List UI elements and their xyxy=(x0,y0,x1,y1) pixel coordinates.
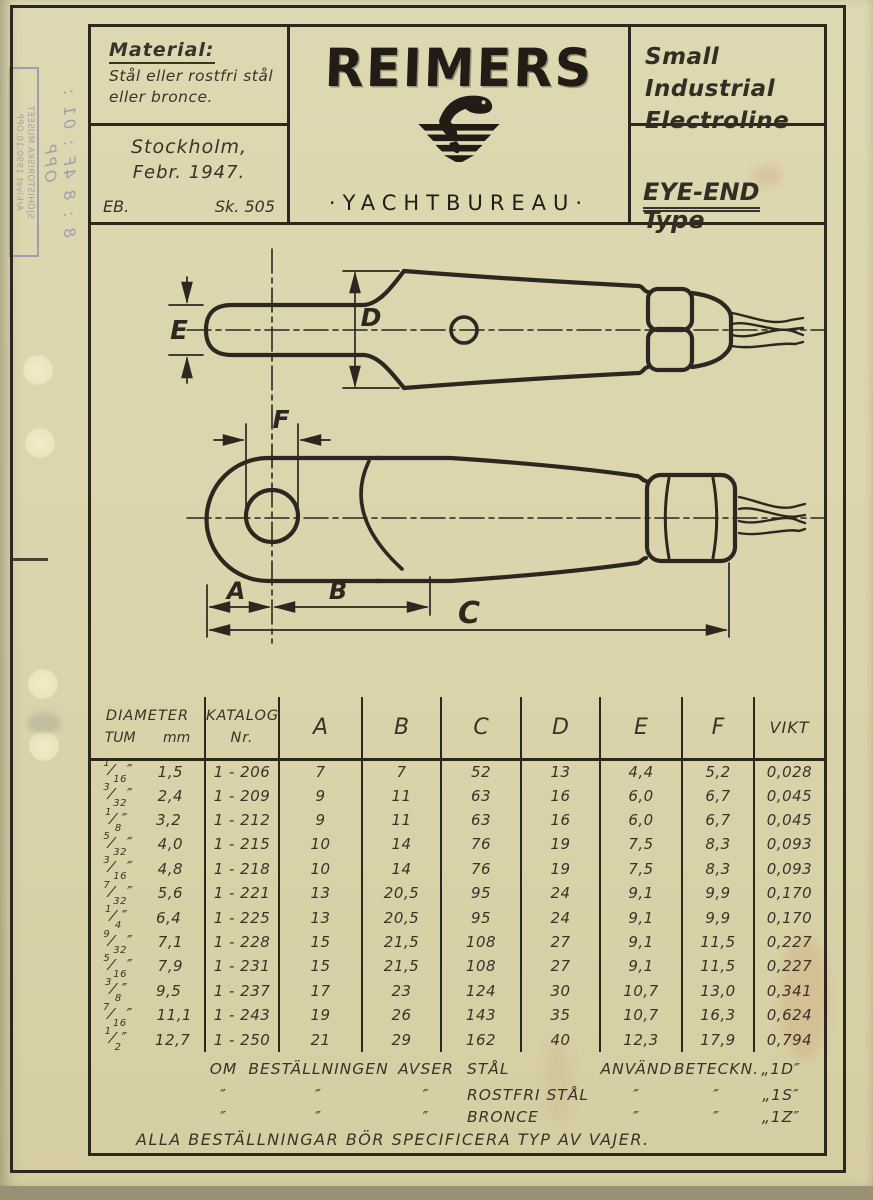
cell-B: 7 xyxy=(362,759,441,783)
cell-D: 30 xyxy=(521,979,600,1003)
cell-vikt: 0,227 xyxy=(754,954,824,978)
table-row xyxy=(91,832,824,856)
scan-edge xyxy=(0,1186,873,1200)
wave-band xyxy=(435,145,482,152)
hex-nut-side xyxy=(648,289,692,330)
cell-C: 143 xyxy=(441,1003,521,1027)
cell-B: 26 xyxy=(362,1003,441,1027)
cell-C: 63 xyxy=(441,808,521,832)
cell-D: 24 xyxy=(521,905,600,929)
cell-D: 35 xyxy=(521,1003,600,1027)
cell-diameter xyxy=(91,930,205,954)
footer-cell: ″ xyxy=(220,1086,227,1104)
fish-eye xyxy=(482,100,486,104)
cell-vikt: 0,170 xyxy=(754,905,824,929)
cell-C: 108 xyxy=(441,954,521,978)
cell-D: 27 xyxy=(521,930,600,954)
dim-label-D: D xyxy=(360,303,382,332)
diameter-tum: $^5⁄_{32}''$ xyxy=(103,830,134,858)
cell-katalog-nr: 1 - 209 xyxy=(205,783,279,807)
footer-order-line xyxy=(91,1060,824,1082)
cell-vikt: 0,624 xyxy=(754,1003,824,1027)
diameter-tum: $^7⁄_{32}''$ xyxy=(103,879,134,907)
eye-transition-arc xyxy=(361,461,402,569)
cell-F: 9,9 xyxy=(682,881,754,905)
cell-D: 16 xyxy=(521,783,600,807)
bureau-label: ·YACHTBUREAU· xyxy=(328,191,590,215)
footer-cell: ″ xyxy=(315,1086,322,1104)
diameter-tum: $^3⁄_{32}''$ xyxy=(103,782,134,810)
dim-label-B: B xyxy=(328,577,348,605)
footer-cell: OM xyxy=(209,1060,238,1078)
cell-vikt: 0,341 xyxy=(754,979,824,1003)
side-view xyxy=(169,249,824,643)
cell-C: 95 xyxy=(441,905,521,929)
stamp-handwritten-number: 8 : 8 4F : 01 : OPP xyxy=(41,86,79,238)
cell-F: 17,9 xyxy=(682,1027,754,1052)
cell-diameter xyxy=(91,808,205,832)
cell-D: 13 xyxy=(521,759,600,783)
cell-E: 6,0 xyxy=(600,808,682,832)
cell-A: 21 xyxy=(279,1027,362,1052)
diameter-tum: $^3⁄_8''$ xyxy=(105,977,128,1005)
footer-cell: ROSTFRI STÅL xyxy=(467,1086,590,1104)
cell-D: 19 xyxy=(521,832,600,856)
diameter-tum: $^1⁄_4''$ xyxy=(105,904,128,932)
drafter-initials: EB. xyxy=(103,197,130,216)
sheet-number: Sk. 505 xyxy=(214,197,275,216)
table-row xyxy=(91,905,824,929)
cell-F: 8,3 xyxy=(682,857,754,881)
cell-B: 11 xyxy=(362,808,441,832)
cell-F: 6,7 xyxy=(682,808,754,832)
cell-diameter xyxy=(91,758,205,786)
cell-katalog-nr: 1 - 250 xyxy=(205,1027,279,1052)
cell-katalog-nr: 1 - 243 xyxy=(205,1003,279,1027)
specification-table xyxy=(91,697,824,1052)
issue-refs xyxy=(91,197,287,216)
issue-block xyxy=(91,126,287,222)
diameter-mm: 4,8 xyxy=(157,859,184,878)
diameter-mm: 9,5 xyxy=(155,981,182,1000)
cell-katalog-nr: 1 - 231 xyxy=(205,954,279,978)
cell-katalog-nr: 1 - 228 xyxy=(205,930,279,954)
cell-diameter xyxy=(91,904,205,932)
cell-B: 20,5 xyxy=(362,881,441,905)
product-series-line2: Electroline xyxy=(645,108,790,134)
cell-D: 40 xyxy=(521,1027,600,1052)
cell-diameter xyxy=(91,881,205,905)
cell-E: 6,0 xyxy=(600,783,682,807)
footer-cell: „1D″ xyxy=(761,1060,801,1078)
footer-cell: BETECKN. xyxy=(673,1060,760,1078)
col-header-D: D xyxy=(521,697,600,759)
cell-E: 9,1 xyxy=(600,881,682,905)
footer-cell: ″ xyxy=(422,1108,430,1126)
footer-cell: ″ xyxy=(315,1108,322,1126)
footer-cell: ″ xyxy=(220,1108,227,1126)
footer-cell: ″ xyxy=(713,1086,720,1104)
cell-katalog-nr: 1 - 215 xyxy=(205,832,279,856)
col-header-E: E xyxy=(600,697,682,759)
table-row xyxy=(91,808,824,832)
table-row xyxy=(91,1027,824,1052)
footer-cell: „1Z″ xyxy=(761,1108,801,1126)
product-series-line1: Small Industrial xyxy=(645,44,776,102)
issue-date: Febr. 1947. xyxy=(132,162,246,183)
col-header-katalog: KATALOG Nr. xyxy=(205,697,279,759)
dim-label-F: F xyxy=(272,405,290,434)
cell-A: 15 xyxy=(279,954,362,978)
product-type-name: EYE-END xyxy=(643,178,760,212)
table-row xyxy=(91,857,824,881)
cell-E: 9,1 xyxy=(600,954,682,978)
cell-A: 9 xyxy=(279,783,362,807)
diameter-mm: 6,4 xyxy=(155,908,182,927)
diameter-tum: $^1⁄_{16}''$ xyxy=(103,758,134,786)
cell-diameter xyxy=(91,782,205,810)
col-header-tum: TUM xyxy=(104,730,136,747)
cell-F: 11,5 xyxy=(682,930,754,954)
cell-D: 19 xyxy=(521,857,600,881)
cell-katalog-nr: 1 - 221 xyxy=(205,881,279,905)
col-header-F: F xyxy=(682,697,754,759)
cell-F: 16,3 xyxy=(682,1003,754,1027)
fish-emblem xyxy=(290,88,628,166)
table-header-row xyxy=(91,697,824,759)
diameter-tum: $^1⁄_8''$ xyxy=(105,806,128,834)
cell-B: 21,5 xyxy=(362,954,441,978)
cell-D: 27 xyxy=(521,954,600,978)
table-row xyxy=(91,1003,824,1027)
cell-B: 11 xyxy=(362,783,441,807)
footer-order-line xyxy=(91,1086,824,1108)
cell-A: 10 xyxy=(279,832,362,856)
diameter-mm: 4,0 xyxy=(157,835,184,854)
cell-vikt: 0,045 xyxy=(754,808,824,832)
footer-cell: STÅL xyxy=(467,1060,510,1078)
stamp-archive-number: Arkivet 1990:10:OPP xyxy=(14,113,24,211)
cell-A: 10 xyxy=(279,857,362,881)
diameter-mm: 1,5 xyxy=(157,762,184,781)
cell-vikt: 0,045 xyxy=(754,783,824,807)
material-line1: Stål eller rostfri stål xyxy=(109,67,274,85)
cell-diameter xyxy=(91,857,205,881)
diameter-tum: $^1⁄_2''$ xyxy=(104,1026,128,1054)
diameter-mm: 12,7 xyxy=(154,1030,191,1049)
footer-cell: ″ xyxy=(422,1086,430,1104)
product-type-suffix: Type xyxy=(643,206,705,234)
footer-cell: ANVÄND xyxy=(600,1060,673,1078)
cell-E: 9,1 xyxy=(600,905,682,929)
diameter-mm: 7,9 xyxy=(157,957,184,976)
cell-B: 14 xyxy=(362,857,441,881)
footer-cell: ″ xyxy=(633,1108,640,1126)
product-series-block xyxy=(631,27,824,134)
diameter-mm: 11,1 xyxy=(156,1006,193,1025)
cell-D: 16 xyxy=(521,808,600,832)
cell-katalog-nr: 1 - 218 xyxy=(205,857,279,881)
cell-F: 9,9 xyxy=(682,905,754,929)
spec-table-body xyxy=(91,759,824,1052)
cell-F: 6,7 xyxy=(682,783,754,807)
cell-C: 52 xyxy=(441,759,521,783)
footer-cell: BRONCE xyxy=(467,1108,539,1126)
cell-D: 24 xyxy=(521,881,600,905)
hex-nut-side xyxy=(648,329,692,370)
cell-C: 162 xyxy=(441,1027,521,1052)
cell-A: 19 xyxy=(279,1003,362,1027)
material-line2: eller bronce. xyxy=(109,88,213,106)
wire-strands xyxy=(739,497,805,534)
cell-F: 13,0 xyxy=(682,979,754,1003)
diameter-mm: 5,6 xyxy=(157,884,184,903)
cell-vikt: 0,093 xyxy=(754,832,824,856)
diameter-mm: 2,4 xyxy=(157,786,184,805)
cell-C: 124 xyxy=(441,979,521,1003)
col-header-mm: mm xyxy=(163,730,191,747)
cell-diameter xyxy=(91,1027,205,1052)
footer-cell: BESTÄLLNINGEN xyxy=(248,1060,389,1078)
cell-vikt: 0,227 xyxy=(754,930,824,954)
footer-note: ALLA BESTÄLLNINGAR BÖR SPECIFICERA TYP AV VAJER. xyxy=(136,1130,650,1149)
cell-B: 23 xyxy=(362,979,441,1003)
cell-F: 11,5 xyxy=(682,954,754,978)
cell-E: 10,7 xyxy=(600,1003,682,1027)
cell-vikt: 0,794 xyxy=(754,1027,824,1052)
footer-cell: ″ xyxy=(633,1086,640,1104)
diameter-tum: $^5⁄_{16}''$ xyxy=(103,952,134,980)
cell-F: 8,3 xyxy=(682,832,754,856)
footer-cell: „1S″ xyxy=(762,1086,800,1104)
cell-vikt: 0,093 xyxy=(754,857,824,881)
table-row xyxy=(91,759,824,783)
footer-cell: ″ xyxy=(713,1108,720,1126)
product-type-block xyxy=(631,126,824,234)
col-header-vikt: VIKT xyxy=(754,697,824,759)
wave-band xyxy=(427,134,491,141)
stamp-museum-name: SJÖHISTORISKA MUSEET xyxy=(25,105,35,219)
logo-block xyxy=(290,27,628,225)
technical-drawing xyxy=(91,225,824,697)
table-row xyxy=(91,783,824,807)
cell-A: 9 xyxy=(279,808,362,832)
dim-label-A: A xyxy=(226,577,246,605)
cell-katalog-nr: 1 - 237 xyxy=(205,979,279,1003)
cell-diameter xyxy=(91,832,205,856)
cell-A: 13 xyxy=(279,905,362,929)
cell-A: 13 xyxy=(279,881,362,905)
cell-B: 20,5 xyxy=(362,905,441,929)
col-header-diameter: DIAMETER TUM mm xyxy=(91,697,205,759)
diameter-mm: 7,1 xyxy=(157,933,184,952)
cell-B: 14 xyxy=(362,832,441,856)
diameter-mm: 3,2 xyxy=(155,811,182,830)
diameter-tum: $^3⁄_{16}''$ xyxy=(103,855,134,883)
cell-F: 5,2 xyxy=(682,759,754,783)
table-row xyxy=(91,979,824,1003)
cell-E: 10,7 xyxy=(600,979,682,1003)
cell-diameter xyxy=(91,1003,205,1027)
plan-view xyxy=(187,424,824,637)
diameter-tum: $^7⁄_{16}''$ xyxy=(102,1001,133,1029)
cell-B: 21,5 xyxy=(362,930,441,954)
material-label: Material: xyxy=(109,39,215,64)
cell-katalog-nr: 1 - 212 xyxy=(205,808,279,832)
cell-B: 29 xyxy=(362,1027,441,1052)
table-row xyxy=(91,881,824,905)
footer-cell: AVSER xyxy=(398,1060,454,1078)
diameter-tum: $^9⁄_{32}''$ xyxy=(103,928,134,956)
cell-A: 15 xyxy=(279,930,362,954)
cell-C: 108 xyxy=(441,930,521,954)
dim-label-C: C xyxy=(457,596,481,631)
ordering-notes xyxy=(91,1052,824,1153)
cell-C: 63 xyxy=(441,783,521,807)
col-header-B: B xyxy=(362,697,441,759)
cell-vikt: 0,170 xyxy=(754,881,824,905)
dim-label-E: E xyxy=(170,316,188,346)
cell-E: 9,1 xyxy=(600,930,682,954)
col-header-A: A xyxy=(279,697,362,759)
footer-order-line xyxy=(91,1108,824,1130)
cell-diameter xyxy=(91,954,205,978)
wave-band xyxy=(418,124,499,131)
issue-city: Stockholm, xyxy=(130,136,248,158)
col-header-C: C xyxy=(441,697,521,759)
cell-E: 12,3 xyxy=(600,1027,682,1052)
wave-band xyxy=(444,155,474,162)
cell-E: 7,5 xyxy=(600,857,682,881)
content-frame xyxy=(88,24,827,1156)
cell-C: 95 xyxy=(441,881,521,905)
cell-E: 7,5 xyxy=(600,832,682,856)
table-row xyxy=(91,954,824,978)
cell-A: 17 xyxy=(279,979,362,1003)
cell-diameter xyxy=(91,979,205,1003)
cell-A: 7 xyxy=(279,759,362,783)
cell-vikt: 0,028 xyxy=(754,759,824,783)
cell-katalog-nr: 1 - 225 xyxy=(205,905,279,929)
cell-katalog-nr: 1 - 206 xyxy=(205,759,279,783)
cell-C: 76 xyxy=(441,832,521,856)
cell-C: 76 xyxy=(441,857,521,881)
cell-E: 4,4 xyxy=(600,759,682,783)
material-block xyxy=(91,27,287,123)
table-row xyxy=(91,930,824,954)
brand-wordmark: REIMERS xyxy=(323,37,595,100)
